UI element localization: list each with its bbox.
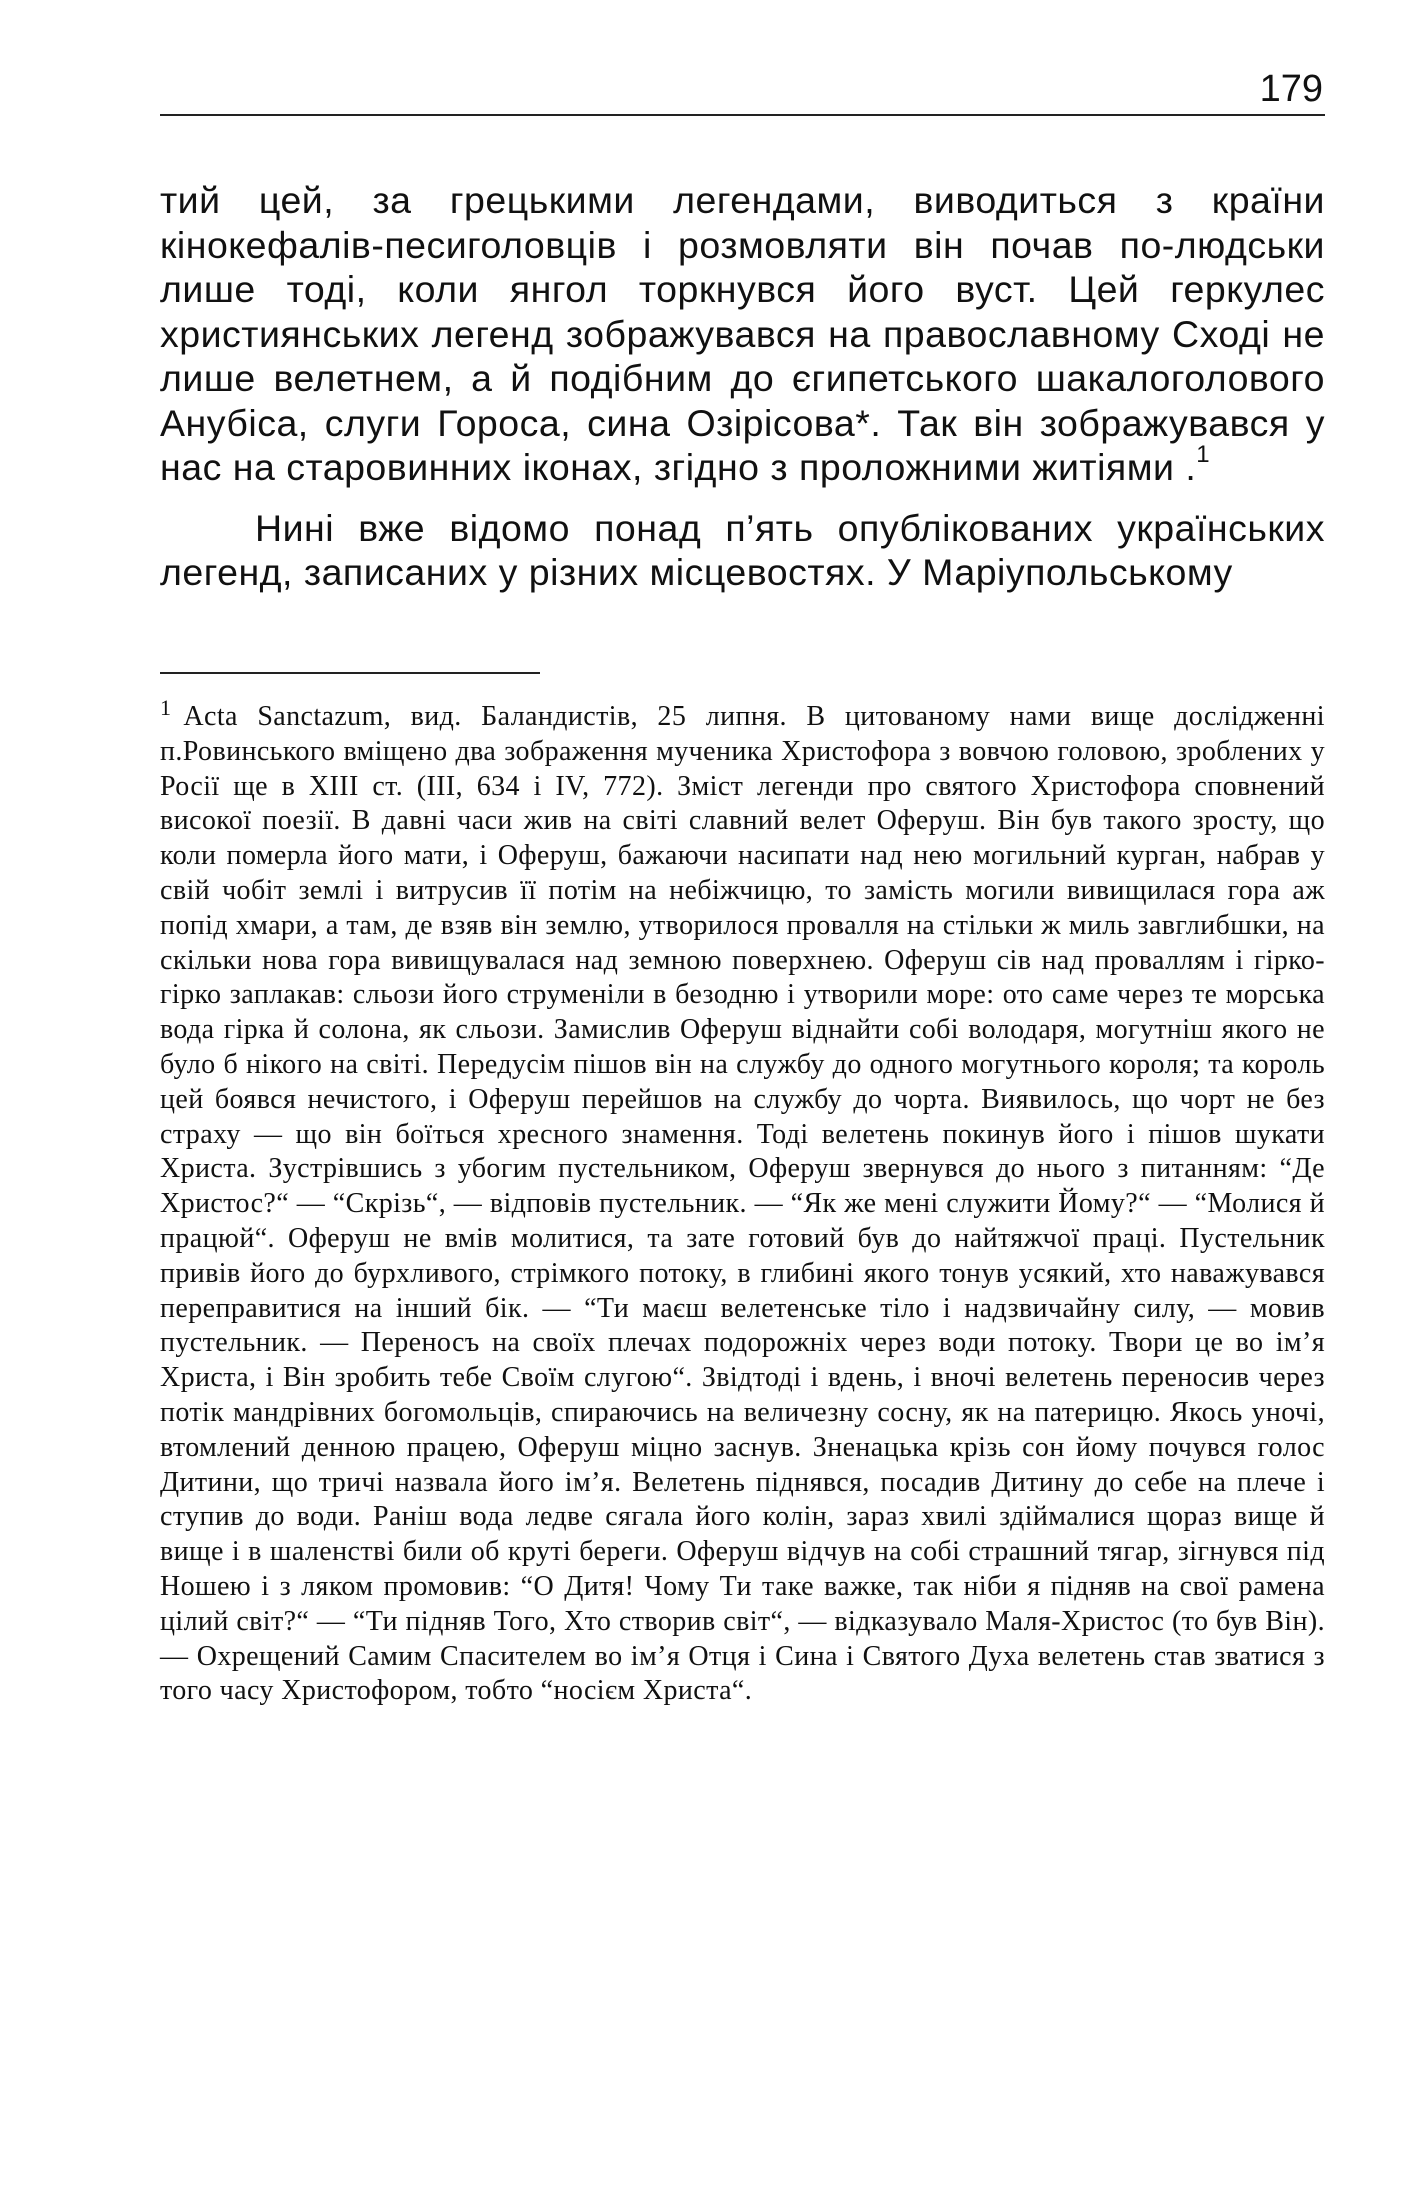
footnote-reference: 1 [1196, 441, 1211, 468]
footnote-marker: 1 [160, 695, 172, 720]
page-number: 179 [1259, 68, 1323, 110]
main-text [160, 178, 1325, 595]
footnote [160, 695, 1325, 1709]
footnote-body: Acta Sanctazum, вид. Баландистів, 25 липня. В цитованому нами вище дослідженні п.Ровинського вміщено два зображення мученика Христофора з вовчою головою, зроблених у Росії ще в XIII ст. (III, 634 і IV, 772). Зміст легенди про святого Христофора сповнений високої поезії. В давні часи жив на світі славний велет Оферуш. Він був такого зросту, що коли померла його мати, і Оферуш, бажаючи насипати над нею могильний курган, набрав у свій чобіт землі і витрусив її потім на небіжчицю, то замість могили вивищилася гора аж попід хмари, а там, де взяв він землю, утворилося провалля на стільки ж миль завглибшки, на скільки нова гора вивищувалася над земною поверхнею. Оферуш сів над проваллям і гірко-гірко заплакав: сльози його струменіли в безодню і утворили море: ото саме через те морська вода гірка й солона, як сльози. Замислив Оферуш віднайти собі володаря, могутніш якого не було б нікого на світі. Передусім пішов він на службу до одного могутнього короля; та король цей боявся нечистого, і Оферуш перейшов на службу до чорта. Виявилось, що чорт не без страху — що він боїться хресного знамення. Тоді велетень покинув його і пішов шукати Христа. Зустрівшись з убогим пустельником, Оферуш звернувся до нього з питанням: “Де Христос?“ — “Скрізь“, — відповів пустельник. — “Як же мені служити Йому?“ — “Молися й працюй“. Оферуш не вмів молитися, та зате готовий був до найтяжчої праці. Пустельник привів його до бурхливого, стрімкого потоку, в глибині якого тонув усякий, хто наважувався переправитися на інший бік. — “Ти маєш велетенське тіло і надзвичайну силу, — мовив пустельник. — Переносъ на своїх плечах подорожніх через води потоку. Твори це во ім’я Христа, і Він зробить тебе Своїм слугою“. Звідтоді і вдень, і вночі велетень переносив через потік мандрівних богомольців, спираючись на величезну сосну, як на патерицю. Якось уночі, втомлений денною працею, Оферуш міцно заснув. Зненацька крізь сон йому почувся голос Дитини, що тричі назвала його ім’я. Велетень піднявся, посадив Дитину до себе на плече і ступив до води. Раніш вода ледве сягала його колін, зараз хвилі здіймалися щораз вище й вище і в шаленстві били об круті береги. Оферуш відчув на собі страшний тягар, зігнувся під Ношею і з ляком промовив: “О Дитя! Чому Ти таке важке, так ніби я підняв на свої рамена цілий світ?“ — “Ти підняв Того, Хто створив світ“, — відказувало Маля-Христос (то був Він). — Охрещений Самим Спасителем во ім’я Отця і Сина і Святого Духа велетень став зватися з того часу Христофором, тобто “носієм Христа“. [160, 701, 1325, 1707]
main-paragraph-1-text: тий цей, за грецькими легендами, виводиться з країни кінокефалів-песиголовців і розмовляти він почав по-людськи лише тоді, коли янгол торкнувся його вуст. Цей геркулес християнських легенд зображувався на православному Сході не лише велетнем, а й подібним до єгипетського шакалоголового Анубіса, слуги Гороса, сина Озірісова*. Так він зображувався у нас на старовинних іконах, згідно з проложними житіями . [160, 179, 1325, 488]
main-paragraph-2: Нині вже відомо понад п’ять опублікованих українських легенд, записаних у різних місцевостях. У Маріупольському [160, 506, 1325, 593]
footnote-paragraph [160, 695, 1325, 1709]
main-paragraph-1 [160, 178, 1325, 490]
footnote-rule [160, 672, 540, 674]
header-rule [160, 114, 1325, 116]
